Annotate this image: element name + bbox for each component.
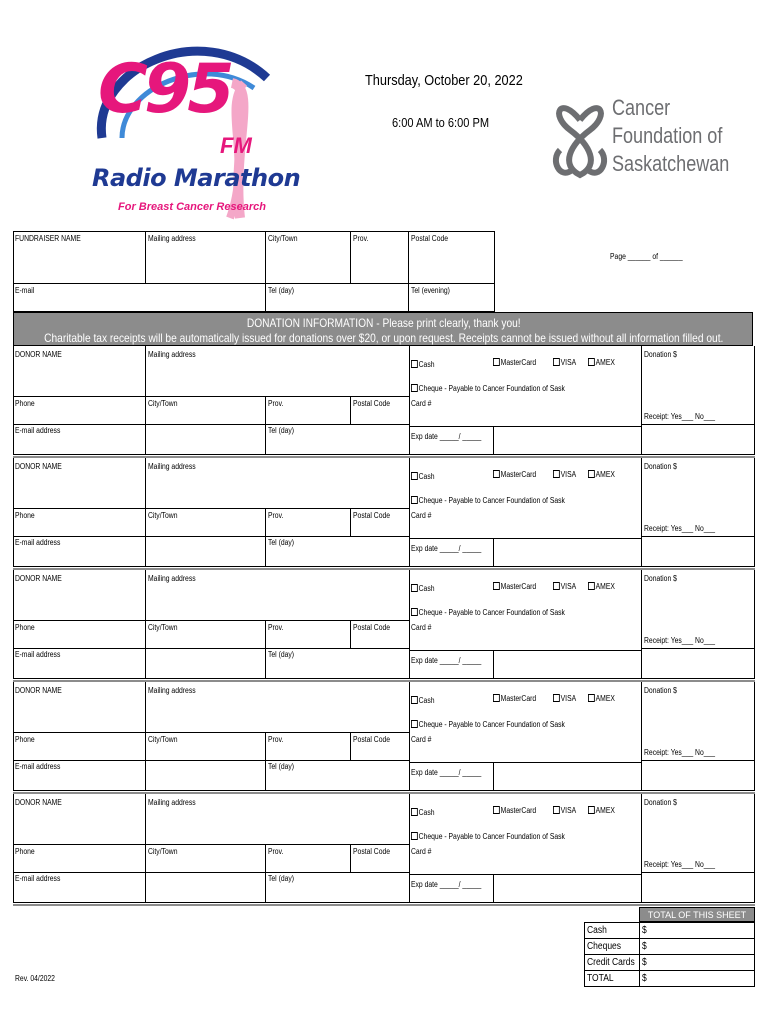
donor-tel-day-field[interactable]: Tel (day) xyxy=(268,538,295,547)
card-number-field[interactable]: Card # xyxy=(411,623,432,632)
donor-prov-field[interactable]: Prov. xyxy=(268,735,284,744)
cash-checkbox[interactable]: Cash xyxy=(411,360,435,369)
logo-line-foundation: Foundation of xyxy=(612,123,723,148)
amex-checkbox[interactable]: AMEX xyxy=(588,358,615,367)
checkbox-icon[interactable] xyxy=(553,358,560,366)
donor-mailing-field[interactable]: Mailing address xyxy=(148,686,196,695)
cheque-checkbox[interactable]: Cheque - Payable to Cancer Foundation of Sask xyxy=(411,720,565,729)
checkbox-icon[interactable] xyxy=(411,584,418,592)
donor-city-field[interactable]: City/Town xyxy=(148,399,178,408)
breast-cancer-research-text: For Breast Cancer Research xyxy=(118,201,266,213)
logo-line-cancer: Cancer xyxy=(612,95,671,120)
event-date: Thursday, October 20, 2022 xyxy=(365,72,523,89)
totals-header: TOTAL OF THIS SHEET xyxy=(639,907,755,922)
donor-email-field[interactable]: E-mail address xyxy=(15,762,61,771)
donor-name-field[interactable]: DONOR NAME xyxy=(15,798,62,807)
checkbox-icon[interactable] xyxy=(411,472,418,480)
receipt-option[interactable]: Receipt: Yes___ No___ xyxy=(644,860,716,869)
checkbox-icon[interactable] xyxy=(553,694,560,702)
totals-cash-label: Cash xyxy=(587,925,607,936)
card-exp-date-field[interactable]: Exp date _____/ _____ xyxy=(411,544,482,553)
cancer-foundation-logo xyxy=(550,95,740,185)
cheque-checkbox[interactable]: Cheque - Payable to Cancer Foundation of Sask xyxy=(411,384,565,393)
checkbox-icon[interactable] xyxy=(411,608,418,616)
fundraiser-mailing-field[interactable]: Mailing address xyxy=(148,234,196,243)
donor-prov-field[interactable]: Prov. xyxy=(268,399,284,408)
fundraiser-tel-day-field[interactable]: Tel (day) xyxy=(268,286,295,295)
mastercard-checkbox[interactable]: MasterCard xyxy=(493,358,536,367)
visa-checkbox[interactable]: VISA xyxy=(553,470,576,479)
totals-credit-value[interactable]: $ xyxy=(642,957,647,968)
checkbox-icon[interactable] xyxy=(588,470,595,478)
c95-radio-marathon-logo xyxy=(82,28,301,223)
receipt-option[interactable]: Receipt: Yes___ No___ xyxy=(644,412,716,421)
donor-email-field[interactable]: E-mail address xyxy=(15,874,61,883)
card-exp-date-field[interactable]: Exp date _____/ _____ xyxy=(411,880,482,889)
donation-info-header xyxy=(13,312,753,346)
amex-checkbox[interactable]: AMEX xyxy=(588,582,615,591)
donor-mailing-field[interactable]: Mailing address xyxy=(148,574,196,583)
totals-table xyxy=(584,907,755,987)
fundraiser-prov-field[interactable]: Prov. xyxy=(353,234,369,243)
donor-mailing-field[interactable]: Mailing address xyxy=(148,798,196,807)
mastercard-checkbox[interactable]: MasterCard xyxy=(493,806,536,815)
card-number-field[interactable]: Card # xyxy=(411,847,432,856)
visa-checkbox[interactable]: VISA xyxy=(553,806,576,815)
checkbox-icon[interactable] xyxy=(411,808,418,816)
donation-amount-field[interactable]: Donation $ xyxy=(644,686,677,695)
card-number-field[interactable]: Card # xyxy=(411,511,432,520)
card-number-field[interactable]: Card # xyxy=(411,399,432,408)
donor-name-field[interactable]: DONOR NAME xyxy=(15,686,62,695)
donor-prov-field[interactable]: Prov. xyxy=(268,511,284,520)
checkbox-icon[interactable] xyxy=(493,470,500,478)
receipt-option[interactable]: Receipt: Yes___ No___ xyxy=(644,636,716,645)
donor-city-field[interactable]: City/Town xyxy=(148,623,178,632)
cheque-checkbox[interactable]: Cheque - Payable to Cancer Foundation of Sask xyxy=(411,608,565,617)
receipt-option[interactable]: Receipt: Yes___ No___ xyxy=(644,524,716,533)
fm-text: FM xyxy=(220,133,252,158)
visa-checkbox[interactable]: VISA xyxy=(553,358,576,367)
checkbox-icon[interactable] xyxy=(553,470,560,478)
cash-checkbox[interactable]: Cash xyxy=(411,584,435,593)
checkbox-icon[interactable] xyxy=(588,358,595,366)
checkbox-icon[interactable] xyxy=(553,806,560,814)
donation-amount-field[interactable]: Donation $ xyxy=(644,350,677,359)
donor-postal-field[interactable]: Postal Code xyxy=(353,623,391,632)
donor-prov-field[interactable]: Prov. xyxy=(268,847,284,856)
donor-city-field[interactable]: City/Town xyxy=(148,847,178,856)
checkbox-icon[interactable] xyxy=(493,694,500,702)
donor-name-field[interactable]: DONOR NAME xyxy=(15,350,62,359)
totals-cheques-label: Cheques xyxy=(587,941,622,952)
donor-tel-day-field[interactable]: Tel (day) xyxy=(268,762,295,771)
amex-checkbox[interactable]: AMEX xyxy=(588,694,615,703)
donor-postal-field[interactable]: Postal Code xyxy=(353,847,391,856)
mastercard-checkbox[interactable]: MasterCard xyxy=(493,694,536,703)
totals-cash-value[interactable]: $ xyxy=(642,925,647,936)
card-exp-date-field[interactable]: Exp date _____/ _____ xyxy=(411,432,482,441)
checkbox-icon[interactable] xyxy=(493,582,500,590)
cash-checkbox[interactable]: Cash xyxy=(411,808,435,817)
card-number-field[interactable]: Card # xyxy=(411,735,432,744)
fundraiser-name-field[interactable]: FUNDRAISER NAME xyxy=(15,234,81,243)
donor-phone-field[interactable]: Phone xyxy=(15,735,35,744)
checkbox-icon[interactable] xyxy=(588,806,595,814)
visa-checkbox[interactable]: VISA xyxy=(553,582,576,591)
donor-email-field[interactable]: E-mail address xyxy=(15,538,61,547)
ribbon-knot-icon xyxy=(550,95,610,185)
fundraiser-email-field[interactable]: E-mail xyxy=(15,286,35,295)
donor-postal-field[interactable]: Postal Code xyxy=(353,735,391,744)
checkbox-icon[interactable] xyxy=(588,582,595,590)
checkbox-icon[interactable] xyxy=(493,358,500,366)
mastercard-checkbox[interactable]: MasterCard xyxy=(493,470,536,479)
page-number-field[interactable]: Page ______ of ______ xyxy=(610,252,683,261)
donor-city-field[interactable]: City/Town xyxy=(148,511,178,520)
cheque-checkbox[interactable]: Cheque - Payable to Cancer Foundation of Sask xyxy=(411,832,565,841)
card-exp-date-field[interactable]: Exp date _____/ _____ xyxy=(411,768,482,777)
fundraiser-city-field[interactable]: City/Town xyxy=(268,234,298,243)
donor-mailing-field[interactable]: Mailing address xyxy=(148,462,196,471)
checkbox-icon[interactable] xyxy=(493,806,500,814)
checkbox-icon[interactable] xyxy=(411,496,418,504)
checkbox-icon[interactable] xyxy=(411,720,418,728)
fundraiser-postal-field[interactable]: Postal Code xyxy=(411,234,449,243)
donor-postal-field[interactable]: Postal Code xyxy=(353,511,391,520)
donor-email-field[interactable]: E-mail address xyxy=(15,426,61,435)
card-exp-date-field[interactable]: Exp date _____/ _____ xyxy=(411,656,482,665)
cash-checkbox[interactable]: Cash xyxy=(411,472,435,481)
donation-amount-field[interactable]: Donation $ xyxy=(644,462,677,471)
donation-amount-field[interactable]: Donation $ xyxy=(644,574,677,583)
donor-phone-field[interactable]: Phone xyxy=(15,847,35,856)
donor-city-field[interactable]: City/Town xyxy=(148,735,178,744)
visa-checkbox[interactable]: VISA xyxy=(553,694,576,703)
donor-name-field[interactable]: DONOR NAME xyxy=(15,574,62,583)
checkbox-icon[interactable] xyxy=(411,696,418,704)
donor-tel-day-field[interactable]: Tel (day) xyxy=(268,650,295,659)
fundraiser-tel-evening-field[interactable]: Tel (evening) xyxy=(411,286,450,295)
donor-phone-field[interactable]: Phone xyxy=(15,399,35,408)
donation-header-line2: Charitable tax receipts will be automatically issued for donations over $20, or upon request. Receipts cannot be issued without all information filled out. xyxy=(44,331,724,345)
donor-prov-field[interactable]: Prov. xyxy=(268,623,284,632)
c95-text: C95 xyxy=(98,50,231,129)
radio-marathon-text: Radio Marathon xyxy=(92,164,301,192)
logo-line-saskatchewan: Saskatchewan xyxy=(612,151,730,176)
totals-cheques-value[interactable]: $ xyxy=(642,941,647,952)
checkbox-icon[interactable] xyxy=(553,582,560,590)
donor-phone-field[interactable]: Phone xyxy=(15,511,35,520)
donation-header-line1: DONATION INFORMATION - Please print clearly, thank you! xyxy=(246,316,521,330)
revision-label: Rev. 04/2022 xyxy=(15,974,55,983)
donor-tel-day-field[interactable]: Tel (day) xyxy=(268,426,295,435)
receipt-option[interactable]: Receipt: Yes___ No___ xyxy=(644,748,716,757)
totals-total-value[interactable]: $ xyxy=(642,973,647,984)
mastercard-checkbox[interactable]: MasterCard xyxy=(493,582,536,591)
amex-checkbox[interactable]: AMEX xyxy=(588,806,615,815)
checkbox-icon[interactable] xyxy=(411,384,418,392)
donor-tel-day-field[interactable]: Tel (day) xyxy=(268,874,295,883)
donor-name-field[interactable]: DONOR NAME xyxy=(15,462,62,471)
donor-postal-field[interactable]: Postal Code xyxy=(353,399,391,408)
amex-checkbox[interactable]: AMEX xyxy=(588,470,615,479)
cheque-checkbox[interactable]: Cheque - Payable to Cancer Foundation of Sask xyxy=(411,496,565,505)
checkbox-icon[interactable] xyxy=(411,832,418,840)
donor-phone-field[interactable]: Phone xyxy=(15,623,35,632)
donor-mailing-field[interactable]: Mailing address xyxy=(148,350,196,359)
totals-credit-label: Credit Cards xyxy=(587,957,635,968)
cash-checkbox[interactable]: Cash xyxy=(411,696,435,705)
checkbox-icon[interactable] xyxy=(588,694,595,702)
totals-total-label: TOTAL xyxy=(587,973,614,984)
event-time: 6:00 AM to 6:00 PM xyxy=(392,115,490,130)
donation-amount-field[interactable]: Donation $ xyxy=(644,798,677,807)
donor-email-field[interactable]: E-mail address xyxy=(15,650,61,659)
checkbox-icon[interactable] xyxy=(411,360,418,368)
